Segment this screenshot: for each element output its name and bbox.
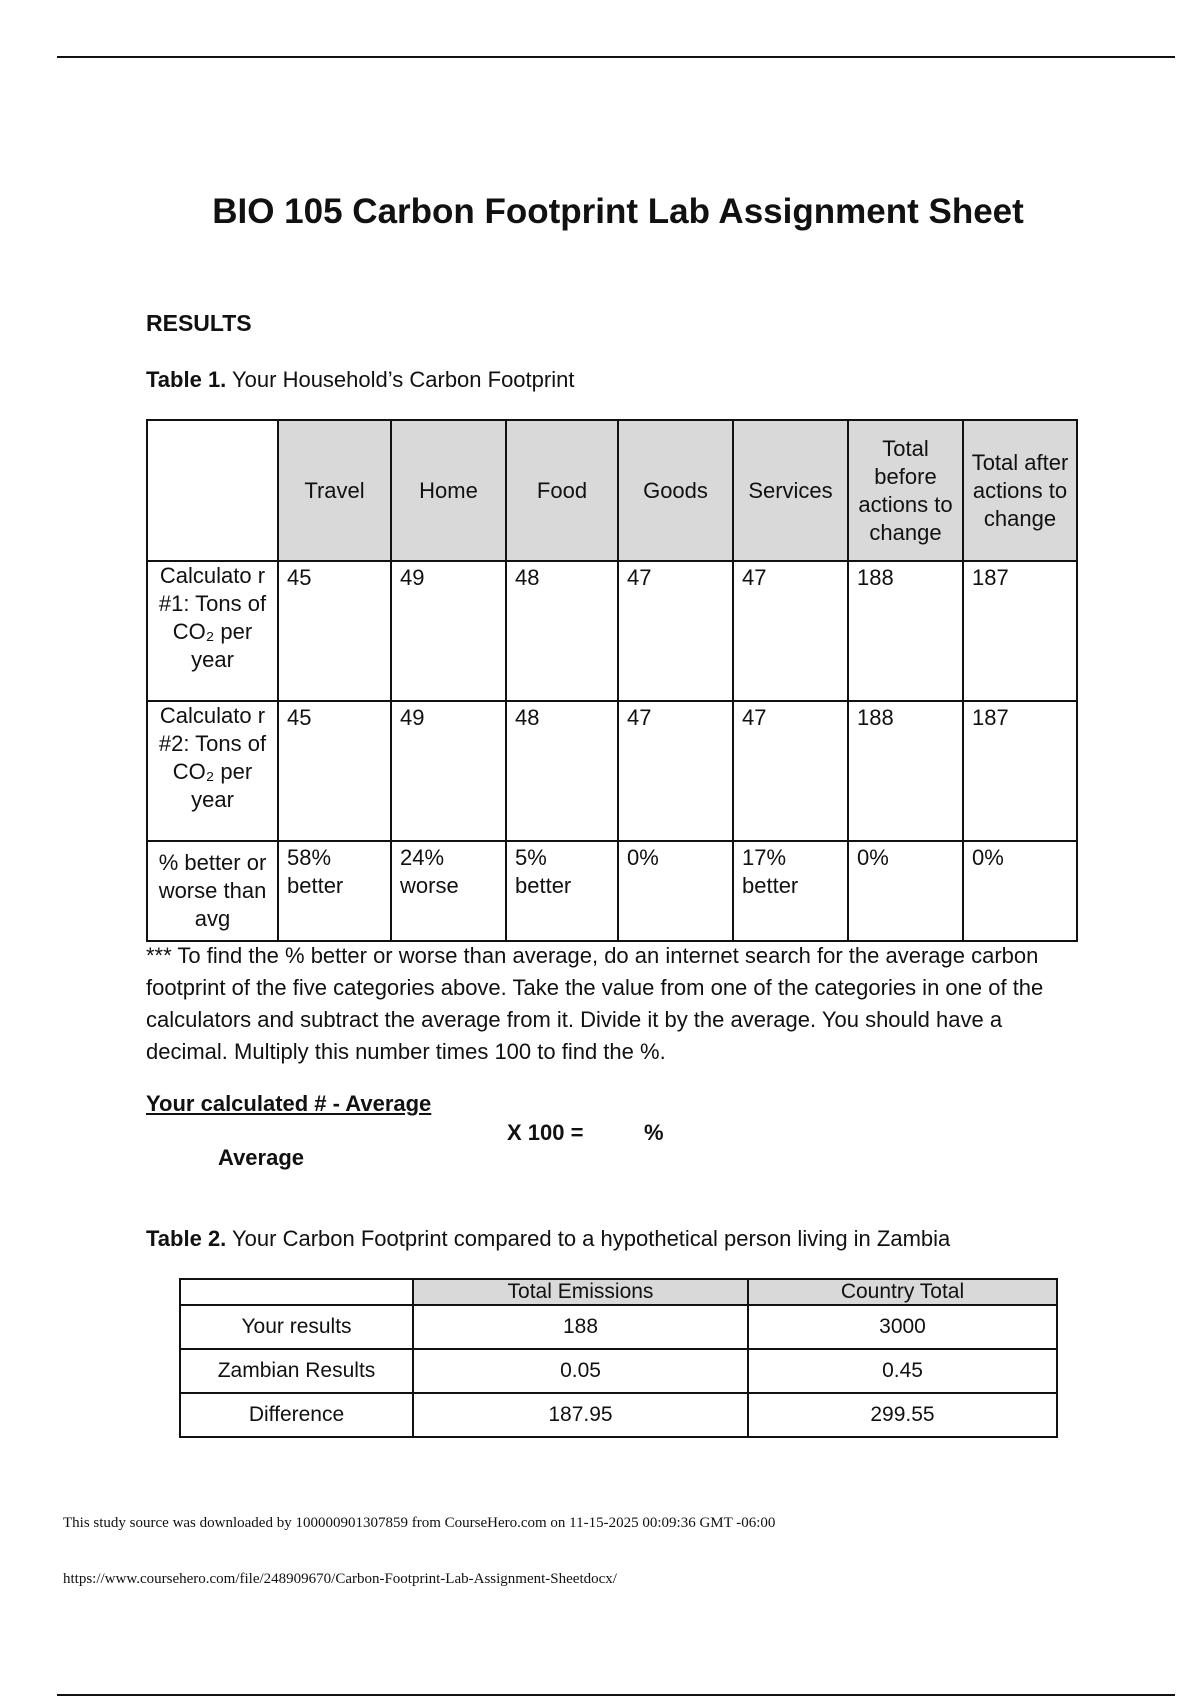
table2-label: Table 2.	[146, 1226, 227, 1251]
row-label: Your results	[180, 1305, 413, 1349]
row-label: Calculato r #1: Tons of CO₂ per year	[147, 561, 278, 701]
row-label: Calculato r #2: Tons of CO₂ per year	[147, 701, 278, 841]
header-cell: Travel	[278, 420, 391, 561]
cell: 188	[413, 1305, 748, 1349]
cell: 0%	[618, 841, 733, 941]
formula-numerator: Your calculated # - Average	[146, 1091, 432, 1116]
cell: 48	[506, 561, 618, 701]
table-row	[180, 1393, 1057, 1437]
header-cell: Services	[733, 420, 848, 561]
table1-label: Table 1.	[146, 367, 227, 392]
cell: 45	[278, 701, 391, 841]
cell: 58% better	[278, 841, 391, 941]
formula-denominator: Average	[218, 1145, 305, 1170]
formula-multiplier: X 100 =	[507, 1120, 584, 1145]
header-cell: Country Total	[748, 1279, 1057, 1305]
header-cell: Total after actions to change	[963, 420, 1077, 561]
results-heading: RESULTS	[146, 310, 252, 336]
bottom-rule	[57, 1694, 1175, 1696]
zambia-comparison-table	[179, 1278, 1058, 1438]
header-blank	[147, 420, 278, 561]
header-cell: Food	[506, 420, 618, 561]
cell: 47	[618, 561, 733, 701]
cell: 47	[733, 701, 848, 841]
cell: 45	[278, 561, 391, 701]
cell: 24% worse	[391, 841, 506, 941]
cell: 49	[391, 701, 506, 841]
cell: 47	[618, 701, 733, 841]
cell: 47	[733, 561, 848, 701]
cell: 188	[848, 701, 963, 841]
cell: 0.45	[748, 1349, 1057, 1393]
row-label: Zambian Results	[180, 1349, 413, 1393]
cell: 187.95	[413, 1393, 748, 1437]
formula-percent: %	[644, 1120, 664, 1145]
header-cell: Goods	[618, 420, 733, 561]
cell: 48	[506, 701, 618, 841]
cell: 0%	[963, 841, 1077, 941]
header-cell: Total Emissions	[413, 1279, 748, 1305]
header-cell: Home	[391, 420, 506, 561]
page-title: BIO 105 Carbon Footprint Lab Assignment Sheet	[212, 192, 1024, 231]
download-notice: This study source was downloaded by 100000901307859 from CourseHero.com on 11-15-2025 00:09:36 GMT -06:00	[63, 1515, 776, 1531]
table-row	[147, 841, 1077, 941]
row-label: Difference	[180, 1393, 413, 1437]
header-blank	[180, 1279, 413, 1305]
cell: 5% better	[506, 841, 618, 941]
household-footprint-table	[146, 419, 1078, 942]
table-header-row	[180, 1279, 1057, 1305]
table-row	[180, 1305, 1057, 1349]
cell: 187	[963, 561, 1077, 701]
source-url[interactable]: https://www.coursehero.com/file/248909670/Carbon-Footprint-Lab-Assignment-Sheetdocx/	[63, 1571, 617, 1587]
table-row	[147, 561, 1077, 701]
cell: 188	[848, 561, 963, 701]
top-rule	[57, 56, 1175, 58]
table1-caption-text: Your Household’s Carbon Footprint	[226, 367, 575, 392]
row-label: % better or worse than avg	[147, 841, 278, 941]
cell: 0.05	[413, 1349, 748, 1393]
cell: 49	[391, 561, 506, 701]
header-cell: Total before actions to change	[848, 420, 963, 561]
table1-caption	[146, 367, 574, 393]
cell: 3000	[748, 1305, 1057, 1349]
cell: 17% better	[733, 841, 848, 941]
table-row	[180, 1349, 1057, 1393]
table2-caption-text: Your Carbon Footprint compared to a hypothetical person living in Zambia	[226, 1226, 951, 1251]
table-row	[147, 701, 1077, 841]
instructions-note: *** To find the % better or worse than average, do an internet search for the average carbon footprint of the five categories above. Take the value from one of the categories in one of the calculators and subtract the average from it. Divide it by the average. You should have a decimal. Multiply this number times 100 to find the %.	[146, 943, 1044, 1064]
table2-caption	[146, 1226, 950, 1252]
cell: 187	[963, 701, 1077, 841]
cell: 299.55	[748, 1393, 1057, 1437]
cell: 0%	[848, 841, 963, 941]
table-header-row	[147, 420, 1077, 561]
